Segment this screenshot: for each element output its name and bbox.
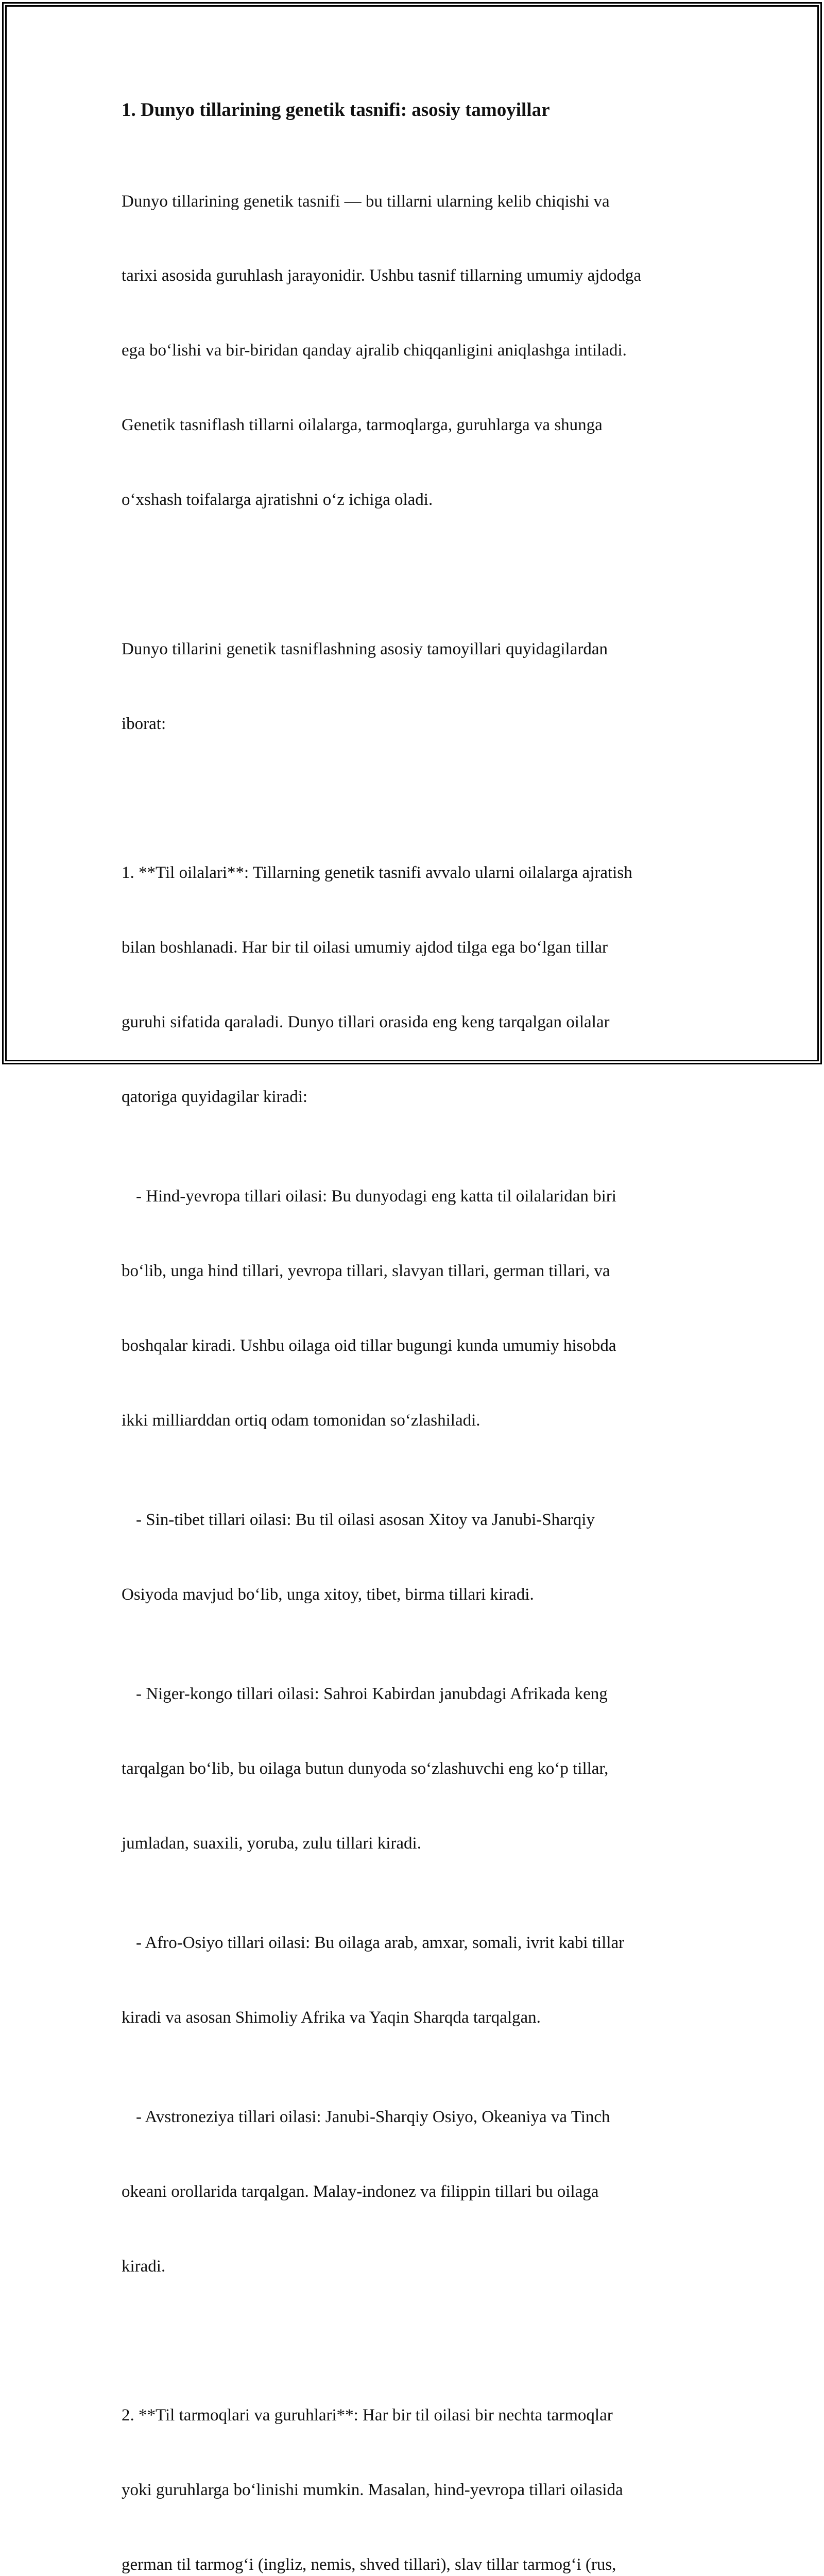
text-line: Osiyoda mavjud boʻlib, unga xitoy, tibet, birma tillari kiradi.: [122, 1585, 534, 1604]
paragraph-spacer: [122, 2329, 703, 2353]
family-niger-congo-line: - Niger-kongo tillari oilasi: Sahroi Kabirdan janubdagi Afrikada keng: [136, 1684, 608, 1703]
text-line: tarixi asosida guruhlash jarayonidir. Ushbu tasnif tillarning umumiy ajdodga: [122, 266, 642, 285]
family-austronesian-line: - Avstroneziya tillari oilasi: Janubi-Sharqiy Osiyo, Okeaniya va Tinch: [136, 2107, 610, 2126]
text-line: yoki guruhlarga boʻlinishi mumkin. Masalan, hind-yevropa tillari oilasida: [122, 2481, 623, 2500]
text-line: iborat:: [122, 714, 166, 733]
list-item-language-families: [122, 810, 703, 2328]
text-line: Dunyo tillarining genetik tasnifi — bu tillarni ularning kelib chiqishi va: [122, 192, 610, 211]
text-line: bilan boshlanadi. Har bir til oilasi umumiy ajdod tilga ega boʻlgan tillar: [122, 938, 608, 957]
text-line: Genetik tasniflash tillarni oilalarga, tarmoqlarga, guruhlarga va shunga: [122, 416, 603, 435]
text-line: ega boʻlishi va bir-biridan qanday ajralib chiqqanligini aniqlashga intiladi.: [122, 341, 627, 360]
text-line: oʻxshash toifalarga ajratishni oʻz ichiga oladi.: [122, 490, 433, 510]
text-line: Dunyo tillarini genetik tasniflashning asosiy tamoyillari quyidagilardan: [122, 639, 608, 658]
text-line: 2. **Til tarmoqlari va guruhlari**: Har bir til oilasi bir nechta tarmoqlar: [122, 2406, 613, 2425]
text-line: okeani orollarida tarqalgan. Malay-indonez va filippin tillari bu oilaga: [122, 2182, 599, 2201]
text-line: jumladan, suaxili, yoruba, zulu tillari kiradi.: [122, 1834, 421, 1853]
text-line: qatoriga quyidagilar kiradi:: [122, 1087, 308, 1106]
list-item-branches-groups: [122, 2353, 703, 2576]
intro-paragraph: [122, 139, 703, 562]
document-body: [122, 97, 703, 2576]
paragraph-spacer: [122, 562, 703, 587]
section-heading: 1. Dunyo tillarining genetik tasnifi: asosiy tamoyillar: [122, 99, 550, 121]
text-line: tarqalgan boʻlib, bu oilaga butun dunyoda soʻzlashuvchi eng koʻp tillar,: [122, 1759, 609, 1778]
family-indo-european-line: - Hind-yevropa tillari oilasi: Bu dunyodagi eng katta til oilalaridan biri: [136, 1187, 616, 1206]
principles-intro-paragraph: [122, 587, 703, 786]
text-line: boʻlib, unga hind tillari, yevropa tillari, slavyan tillari, german tillari, va: [122, 1261, 610, 1280]
text-line: 1. **Til oilalari**: Tillarning genetik tasnifi avvalo ularni oilalarga ajratish: [122, 863, 632, 883]
text-line: ikki milliarddan ortiq odam tomonidan soʻzlashiladi.: [122, 1411, 480, 1430]
paragraph-spacer: [122, 786, 703, 810]
text-line: boshqalar kiradi. Ushbu oilaga oid tillar bugungi kunda umumiy hisobda: [122, 1336, 616, 1355]
family-sino-tibetan-line: - Sin-tibet tillari oilasi: Bu til oilasi asosan Xitoy va Janubi-Sharqiy: [136, 1510, 595, 1529]
text-line: guruhi sifatida qaraladi. Dunyo tillari orasida eng keng tarqalgan oilalar: [122, 1012, 610, 1031]
text-line: german til tarmogʻi (ingliz, nemis, shved tillari), slav tillar tarmogʻi (rus,: [122, 2555, 616, 2574]
text-line: kiradi va asosan Shimoliy Afrika va Yaqin Sharqda tarqalgan.: [122, 2008, 541, 2027]
family-afro-asiatic-line: - Afro-Osiyo tillari oilasi: Bu oilaga arab, amxar, somali, ivrit kabi tillar: [136, 1933, 625, 1952]
text-line: kiradi.: [122, 2257, 166, 2276]
